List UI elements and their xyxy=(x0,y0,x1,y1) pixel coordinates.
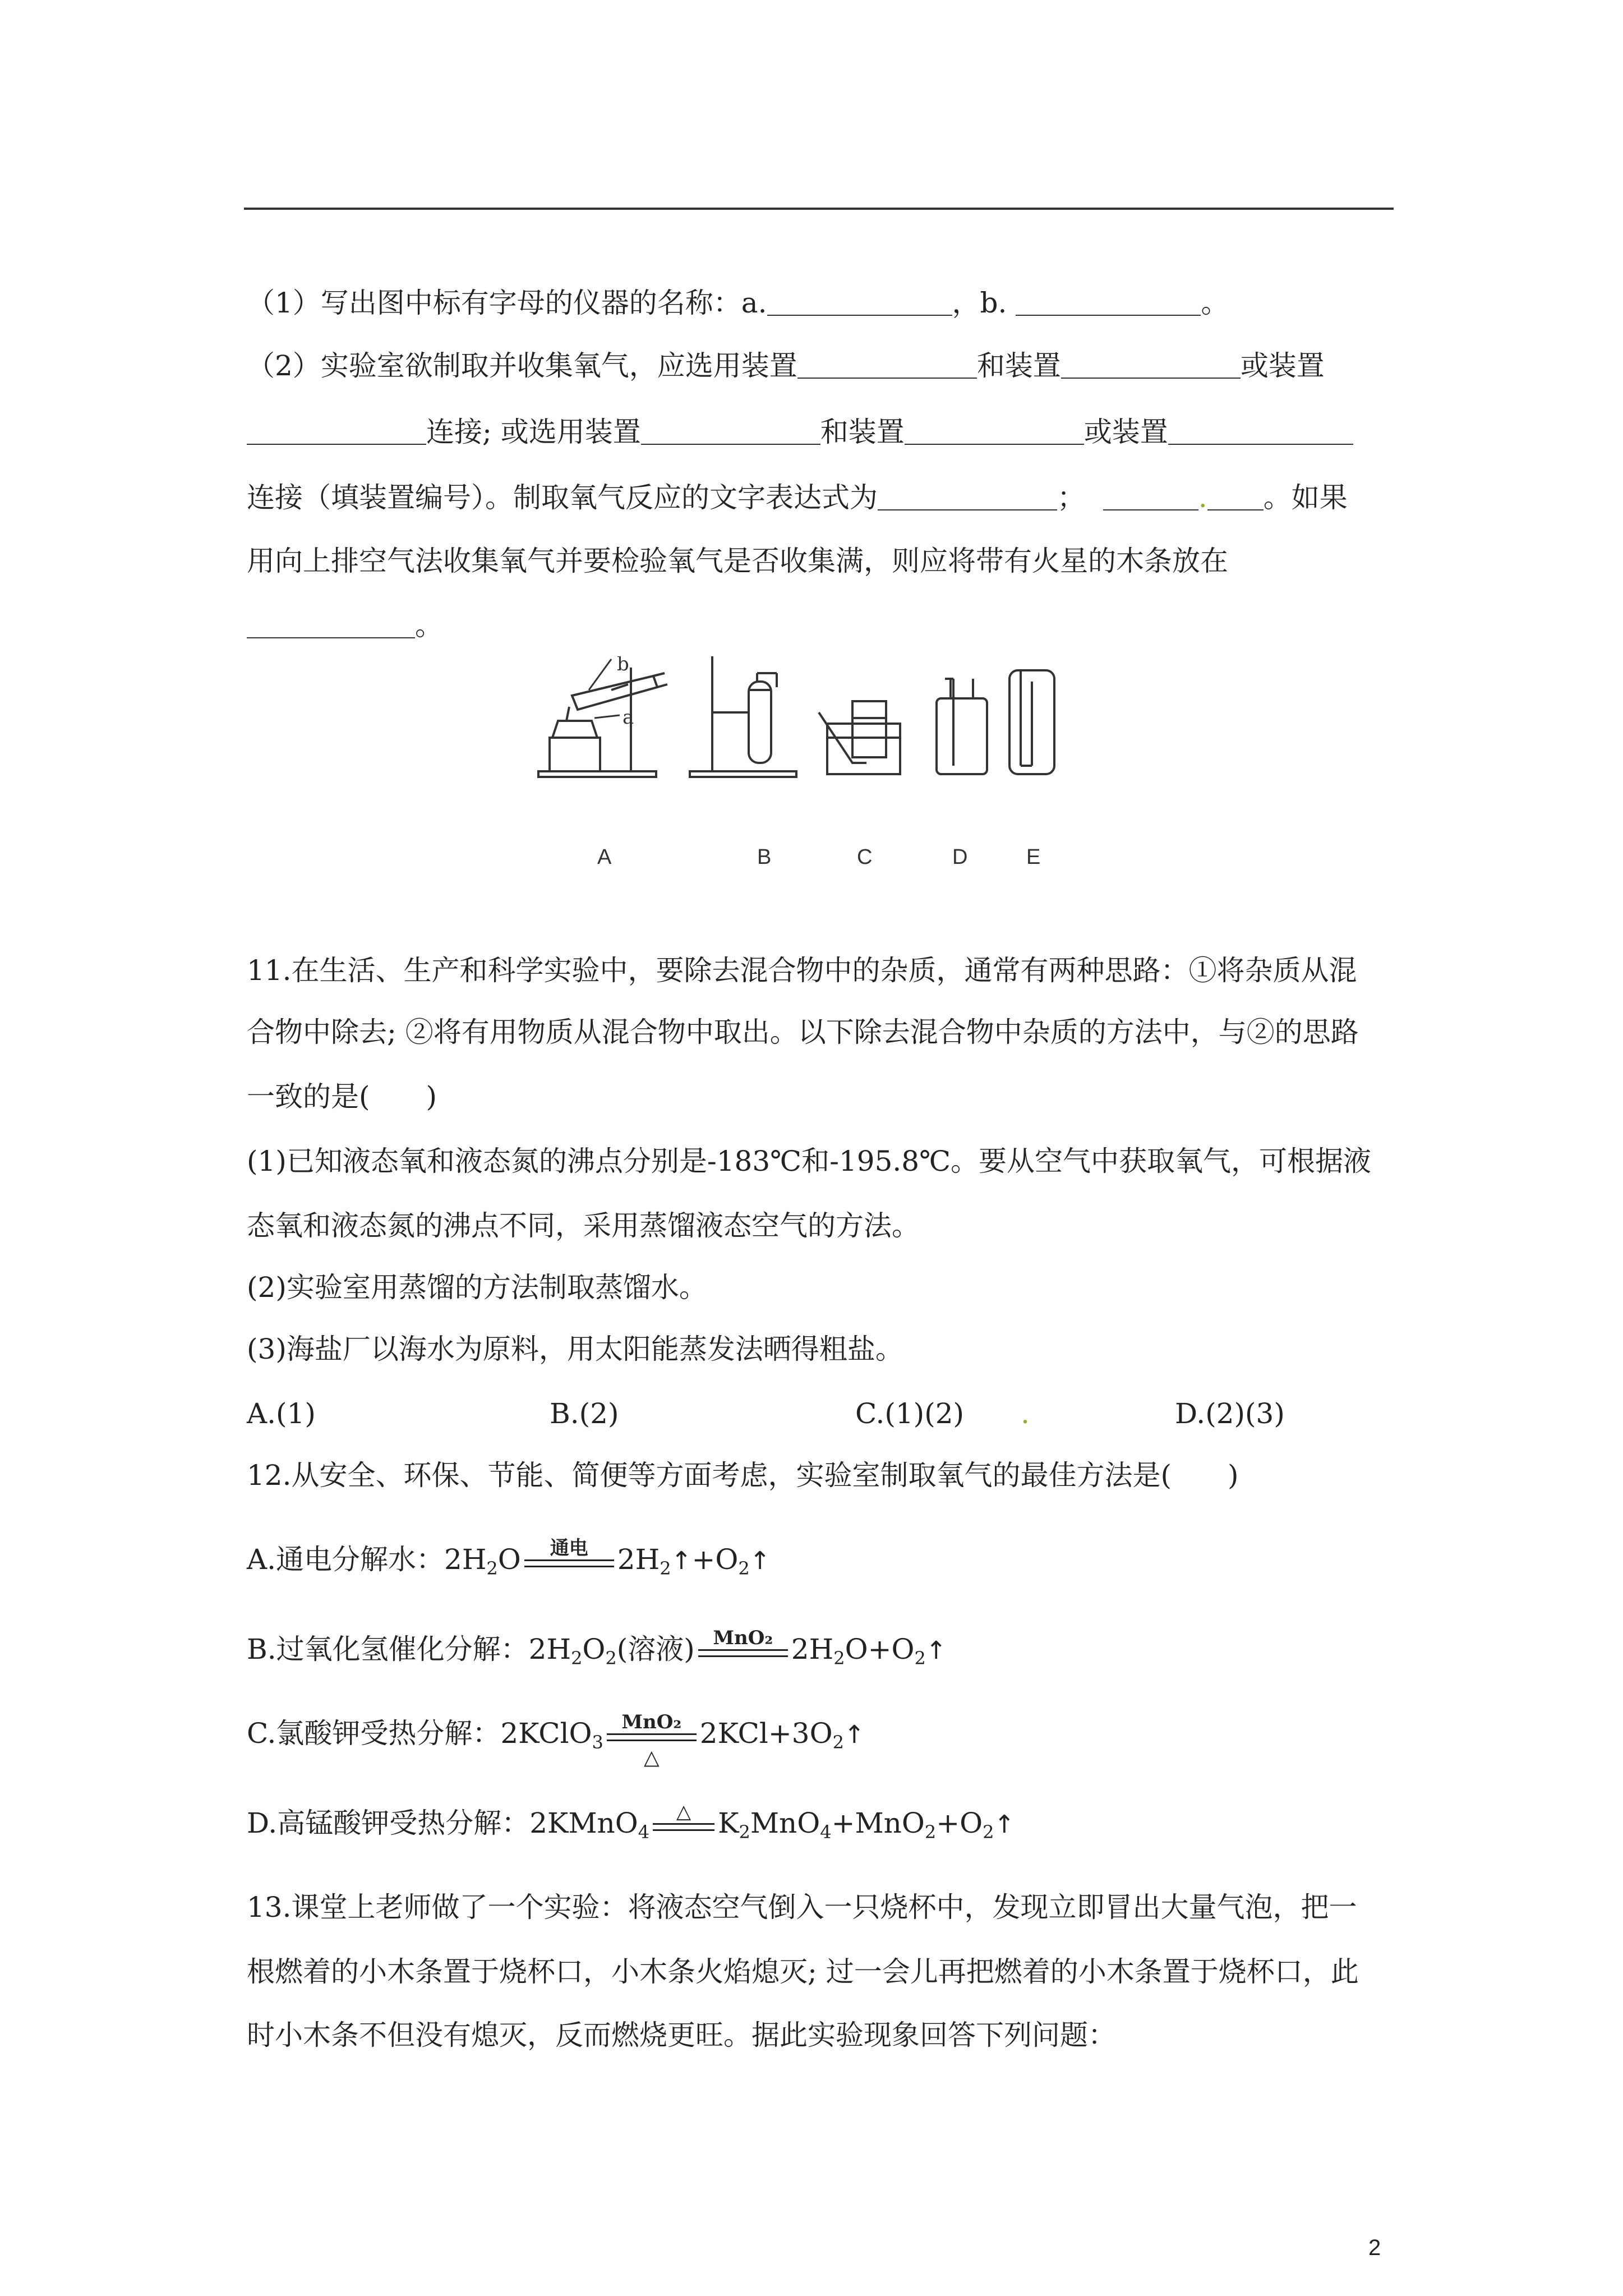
q10-part4-sep: ； xyxy=(1057,481,1085,514)
q11-line-1 xyxy=(247,954,1357,987)
q11-text-1: 11.在生活、生产和科学实验中，要除去混合物中的杂质，通常有两种思路：①将杂质从混 xyxy=(247,954,1357,987)
blank-apparatus-3[interactable] xyxy=(247,419,426,445)
q12-option-b[interactable]: B.过氧化氢催化分解：$2H_2O_2$(溶液) MnO₂ $2H_2O+O_2↑$ xyxy=(247,1632,947,1668)
gas-arrow-icon: ↑ xyxy=(843,1720,865,1749)
solution-note: (溶液) xyxy=(616,1633,695,1665)
figure-label-b: B xyxy=(757,845,772,869)
page-number: 2 xyxy=(1368,2235,1381,2260)
q12-stem xyxy=(247,1458,1239,1492)
q11-text-5: 态氧和液态氮的沸点不同，采用蒸馏液态空气的方法。 xyxy=(247,1209,920,1242)
q10-part1-text-b: ，b. xyxy=(952,287,1007,319)
blank-expression-1[interactable] xyxy=(878,485,1057,510)
q10-line-5 xyxy=(247,544,1228,578)
q13-text-1: 13.课堂上老师做了一个实验：将液态空气倒入一只烧杯中，发现立即冒出大量气泡，把一 xyxy=(247,1891,1357,1924)
product-mno2: +MnO xyxy=(831,1807,925,1839)
q10-line-6 xyxy=(247,609,443,642)
blank-apparatus-1[interactable] xyxy=(797,353,977,379)
q12-d-label: D.高锰酸钾受热分解：2KMnO xyxy=(247,1807,638,1839)
figure-label-c: C xyxy=(857,845,873,869)
condition-text: 通电 xyxy=(550,1537,588,1559)
catalyst-text: MnO₂ xyxy=(713,1627,773,1649)
gas-arrow-icon: ↑ xyxy=(671,1547,692,1575)
blank-apparatus-2[interactable] xyxy=(1061,353,1241,379)
q12-b-label: B.过氧化氢催化分解：2H xyxy=(247,1633,571,1665)
blank-apparatus-4[interactable] xyxy=(641,419,820,445)
label-b-letter: b xyxy=(617,656,629,675)
q11-option-c[interactable]: C.(1)(2) xyxy=(855,1397,965,1430)
catalyst-text: MnO₂ xyxy=(621,1711,682,1733)
q10-part3-or: 或装置 xyxy=(1083,416,1168,448)
blank-expression-2b[interactable] xyxy=(1207,485,1264,510)
q10-part2-and: 和装置 xyxy=(976,349,1061,382)
q11-line-4 xyxy=(247,1144,1371,1178)
q10-part3-and: 和装置 xyxy=(820,416,905,448)
blank-apparatus-5[interactable] xyxy=(905,419,1084,445)
reaction-condition-catalyst xyxy=(698,1627,788,1657)
q10-line-2 xyxy=(247,349,1325,383)
q12-stem-text: 12.从安全、环保、节能、简便等方面考虑，实验室制取氧气的最佳方法是( ) xyxy=(247,1459,1239,1492)
q10-part4-end: 。如果 xyxy=(1263,481,1348,514)
apparatus-diagram xyxy=(527,656,1105,869)
product-o2: +O xyxy=(936,1807,983,1839)
q11-text-2: 合物中除去; ②将有用物质从混合物中取出。以下除去混合物中杂质的方法中，与②的思路 xyxy=(247,1016,1359,1048)
product-mno: MnO xyxy=(750,1807,820,1839)
q12-c-label: C.氯酸钾受热分解：2KClO xyxy=(247,1717,592,1750)
gas-arrow-icon: ↑ xyxy=(994,1810,1015,1839)
q11-line-6 xyxy=(247,1271,707,1304)
q12-option-a[interactable]: A.通电分解水：$2H_2O$ 通电 $2H_2↑+O_2↑$ xyxy=(247,1543,771,1578)
apparatus-e xyxy=(1009,670,1054,774)
reaction-condition-electricity xyxy=(524,1537,614,1567)
q13-text-3: 时小木条不但没有熄灭，反而燃烧更旺。据此实验现象回答下列问题： xyxy=(247,2019,1116,2051)
q10-part4-text: 连接（填装置编号）。制取氧气反应的文字表达式为 xyxy=(247,481,878,514)
q10-line-4 xyxy=(247,481,1348,514)
label-a-letter: a xyxy=(623,706,634,729)
q11-text-7: (3)海盐厂以海水为原料，用太阳能蒸发法晒得粗盐。 xyxy=(247,1333,903,1365)
q10-part1-end: 。 xyxy=(1201,287,1229,319)
q12-option-c[interactable]: C.氯酸钾受热分解：2KClO$_3$ MnO₂ △ $2KCl+3O_2↑$ xyxy=(247,1717,865,1752)
q10-part2-or: 或装置 xyxy=(1240,349,1325,382)
q13-text-2: 根燃着的小木条置于烧杯口，小木条火焰熄灭; 过一会儿再把燃着的小木条置于烧杯口，此 xyxy=(247,1955,1359,1988)
gas-arrow-icon: ↑ xyxy=(925,1636,947,1665)
q11-text-4: (1)已知液态氧和液态氮的沸点分别是-183℃和-195.8℃。要从空气中获取氧气，可根据液 xyxy=(247,1145,1372,1177)
blank-expression-2[interactable] xyxy=(1103,485,1198,510)
figure-label-a: A xyxy=(597,845,612,869)
q12-option-d[interactable]: D.高锰酸钾受热分解：2KMnO$_4$ △ $K_2MnO_4+MnO_2+O_2↑$ xyxy=(247,1806,1015,1842)
q10-line-1 xyxy=(247,286,1229,320)
q12-c-products: 2KCl+3O xyxy=(699,1717,833,1750)
q11-line-7 xyxy=(247,1332,903,1366)
q10-part6-end: 。 xyxy=(415,609,443,642)
q10-part2-text: （2）实验室欲制取并收集氧气，应选用装置 xyxy=(247,349,797,382)
blank-a[interactable] xyxy=(767,290,952,316)
gas-arrow-icon: ↑ xyxy=(749,1547,771,1575)
q13-line-2 xyxy=(247,1955,1359,1989)
q12-a-label: A.通电分解水：2H xyxy=(247,1543,487,1576)
heat-icon: △ xyxy=(676,1801,691,1823)
q13-line-1 xyxy=(247,1890,1357,1924)
apparatus-b xyxy=(690,656,796,777)
q10-part1-text: （1）写出图中标有字母的仪器的名称：a. xyxy=(247,287,767,319)
apparatus-a xyxy=(538,659,667,777)
apparatus-c xyxy=(819,701,900,774)
product-k: K xyxy=(718,1807,739,1839)
apparatus-d xyxy=(937,679,987,774)
heat-icon: △ xyxy=(643,1746,660,1769)
blank-position[interactable] xyxy=(247,613,415,638)
stray-dot-2: . xyxy=(1021,1397,1030,1430)
q13-line-3 xyxy=(247,2018,1116,2052)
q10-part5-text: 用向上排空气法收集氧气并要检验氧气是否收集满，则应将带有火星的木条放在 xyxy=(247,545,1228,577)
q11-option-a[interactable]: A.(1) xyxy=(247,1397,316,1430)
q11-line-5 xyxy=(247,1209,920,1243)
blank-b[interactable] xyxy=(1016,290,1201,316)
reaction-condition-heat xyxy=(653,1801,714,1831)
q10-part3-text: 连接; 或选用装置 xyxy=(426,416,641,448)
apparatus-figure xyxy=(527,656,1105,869)
figure-label-d: D xyxy=(952,845,968,869)
q10-line-3 xyxy=(247,415,1353,449)
q11-option-d[interactable]: D.(2)(3) xyxy=(1175,1397,1285,1430)
header-rule xyxy=(244,208,1394,210)
q11-line-2 xyxy=(247,1015,1359,1049)
q11-option-b[interactable]: B.(2) xyxy=(550,1397,619,1430)
q11-text-6: (2)实验室用蒸馏的方法制取蒸馏水。 xyxy=(247,1271,707,1304)
stray-dot: . xyxy=(1198,481,1207,514)
figure-label-e: E xyxy=(1026,845,1041,869)
q11-line-3 xyxy=(247,1080,437,1114)
q11-text-3: 一致的是( ) xyxy=(247,1080,437,1113)
blank-apparatus-6[interactable] xyxy=(1168,419,1353,445)
reaction-condition-catalyst-heat xyxy=(607,1711,697,1769)
